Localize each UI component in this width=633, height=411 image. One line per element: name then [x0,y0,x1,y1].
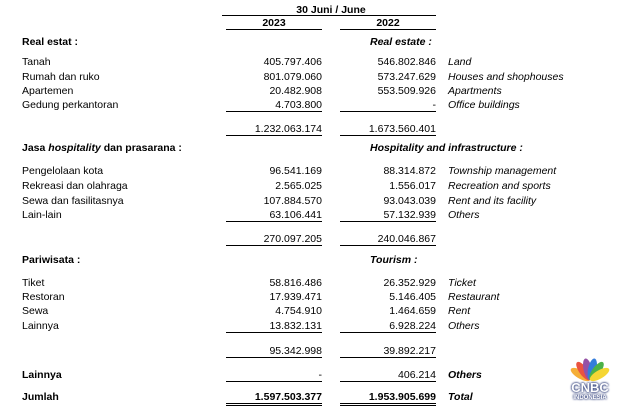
title-suffix: dan prasarana : [100,142,182,154]
subtotal-2023: 1.232.063.174 [226,123,322,136]
value-2022: 1.464.659 [389,305,436,317]
row-label-en: Rent and its facility [448,195,537,207]
period-header: 30 Juni / June [296,4,366,16]
row-label-en: Others [448,209,480,221]
value-2023: 63.106.441 [226,209,322,222]
value-2023: 405.797.406 [263,56,322,68]
subtotal-2022: 1.673.560.401 [340,123,436,136]
row-label: Gedung perkantoran [22,99,119,111]
value-2022: 573.247.629 [377,71,436,83]
total-2023: 1.597.503.377 [226,391,322,406]
total-label: Jumlah [22,391,59,403]
value-2022: 93.043.039 [383,195,436,207]
section-title-hospitality-en: Hospitality and infrastructure : [370,142,523,154]
row-label: Tiket [22,277,45,289]
row-label: Sewa [22,305,49,317]
section-title-hospitality [22,142,182,154]
subtotal-2022: 39.892.217 [340,345,436,358]
value-2022: - [340,99,436,112]
year-2023-header: 2023 [226,17,322,30]
row-label-en: Apartments [448,85,502,97]
peacock-icon [564,348,616,382]
value-2022: 1.556.017 [389,180,436,192]
value-2022: 26.352.929 [383,277,436,289]
section-title-tourism-en: Tourism : [370,254,418,266]
value-2023: 4.754.910 [275,305,322,317]
row-label: Lainnya [22,369,62,381]
value-2023: 17.939.471 [269,291,322,303]
value-2022: 5.146.405 [389,291,436,303]
header-rule [222,15,436,16]
total-2022: 1.953.905.699 [340,391,436,406]
row-label-en: Recreation and sports [448,180,551,192]
row-label: Apartemen [22,85,74,97]
value-2023: 96.541.169 [269,165,322,177]
value-2022: 6.928.224 [340,320,436,333]
row-label: Restoran [22,291,65,303]
row-label-en: Land [448,56,472,68]
value-2023: 4.703.800 [226,99,322,112]
subtotal-2022: 240.046.867 [340,233,436,246]
logo-text-indonesia: INDONESIA [573,395,607,401]
row-label-en: Others [448,320,480,332]
row-label: Rekreasi dan olahraga [22,180,128,192]
row-label-en: Office buildings [448,99,520,111]
section-title-real-estate: Real estat : [22,36,79,48]
value-2022: 406.214 [340,369,436,382]
row-label: Sewa dan fasilitasnya [22,195,124,207]
value-2023: 20.482.908 [269,85,322,97]
section-title-tourism: Pariwisata : [22,254,81,266]
value-2022: 546.802.846 [377,56,436,68]
row-label-en: Rent [448,305,471,317]
cnbc-logo [564,348,616,406]
row-label-en: Others [448,369,482,381]
row-label: Lain-lain [22,209,62,221]
value-2023: - [226,369,322,382]
value-2023: 13.832.131 [226,320,322,333]
title-prefix: Jasa [22,142,49,154]
row-label: Lainnya [22,320,59,332]
row-label-en: Township management [448,165,557,177]
row-label-en: Ticket [448,277,476,289]
total-label-en: Total [448,391,473,403]
year-2022-header: 2022 [340,17,436,30]
section-title-real-estate-en: Real estate : [370,36,432,48]
value-2022: 57.132.939 [340,209,436,222]
row-label: Rumah dan ruko [22,71,100,83]
row-label-en: Restaurant [448,291,500,303]
title-italic: hospitality [48,142,101,154]
row-label: Pengelolaan kota [22,165,104,177]
row-label-en: Houses and shophouses [448,71,564,83]
value-2023: 2.565.025 [275,180,322,192]
subtotal-2023: 95.342.998 [226,345,322,358]
value-2023: 58.816.486 [269,277,322,289]
logo-text-cnbc: CNBC [571,380,609,395]
subtotal-2023: 270.097.205 [226,233,322,246]
value-2023: 107.884.570 [263,195,322,207]
value-2022: 88.314.872 [383,165,436,177]
value-2023: 801.079.060 [263,71,322,83]
value-2022: 553.509.926 [377,85,436,97]
row-label: Tanah [22,56,51,68]
